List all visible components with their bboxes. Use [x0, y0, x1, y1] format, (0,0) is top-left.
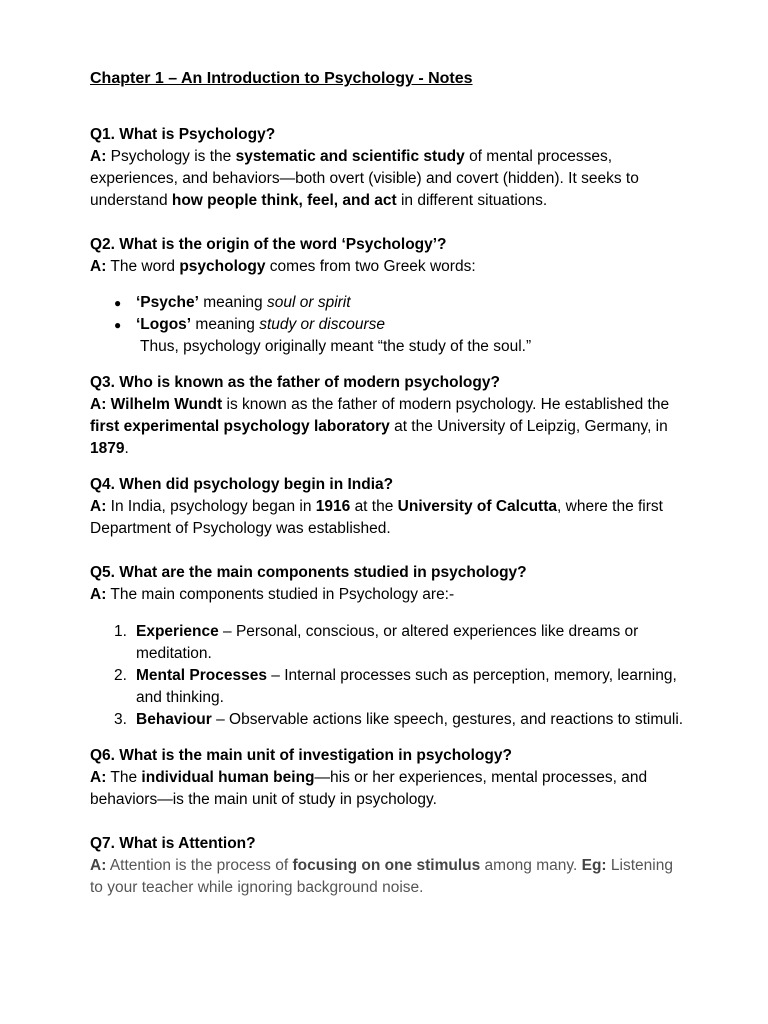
answer-bold-text: 1879 — [90, 440, 125, 457]
question-4: Q4. When did psychology begin in India? — [90, 476, 394, 493]
origin-summary: Thus, psychology originally meant “the study of the soul.” — [140, 338, 532, 355]
answer-label: A: — [90, 769, 107, 786]
question-6: Q6. What is the main unit of investigation in psychology? — [90, 747, 512, 764]
list-item — [114, 665, 690, 709]
list-term: Mental Processes — [136, 667, 267, 684]
answer-text: at the — [354, 498, 394, 515]
list-number: 2. — [114, 667, 127, 684]
answer-bold-text: 1916 — [315, 498, 351, 515]
answer-text: The — [110, 769, 138, 786]
answer-bold-text: Eg: — [581, 857, 607, 874]
list-description: – Internal processes such as perception, memory, learning, and thinking. — [136, 667, 677, 706]
answer-text: Listening to your teacher while ignoring background noise. — [90, 857, 673, 896]
answer-7 — [90, 855, 690, 899]
qa-block-6 — [90, 745, 690, 811]
list-item — [114, 314, 690, 336]
answer-text: , where the first Department of Psychology was established. — [90, 498, 663, 537]
answer-6 — [90, 767, 690, 811]
answer-text: among many. — [484, 857, 578, 874]
page-title: Chapter 1 – An Introduction to Psychology - Notes — [90, 70, 473, 87]
answer-text: at the University of Leipzig, Germany, in — [394, 418, 668, 435]
list-description: – Observable actions like speech, gestures, and reactions to stimuli. — [216, 711, 684, 728]
answer-label: A: — [90, 258, 107, 275]
answer-bold-text: individual human being — [141, 769, 315, 786]
answer-text: Psychology is the — [110, 148, 232, 165]
answer-text: is known as the father of modern psychology. He established the — [226, 396, 670, 413]
answer-4 — [90, 496, 690, 540]
bullet-meaning: soul or spirit — [267, 294, 351, 311]
document-page — [90, 68, 690, 911]
answer-bold-text: first experimental psychology laboratory — [90, 418, 390, 435]
bullet-text: meaning — [203, 294, 263, 311]
answer-label: A: — [90, 148, 107, 165]
answer-bold-text: psychology — [179, 258, 266, 275]
answer-bold-text: how people think, feel, and act — [171, 192, 397, 209]
answer-bold-text: University of Calcutta — [397, 498, 558, 515]
answer-2 — [90, 256, 690, 278]
answer-label: A: — [90, 857, 107, 874]
qa-block-3 — [90, 372, 690, 460]
answer-label: A: — [90, 586, 107, 603]
qa-block-7 — [90, 833, 690, 899]
question-1: Q1. What is Psychology? — [90, 126, 276, 143]
answer-text: . — [124, 440, 129, 457]
answer-bold-text: focusing on one stimulus — [292, 857, 481, 874]
qa-block-5 — [90, 562, 690, 731]
question-7: Q7. What is Attention? — [90, 835, 256, 852]
answer-label: A: — [90, 498, 107, 515]
answer-text: of mental processes, experiences, and behaviors—both overt (visible) and covert (hidden). It seeks to understand — [90, 148, 639, 209]
answer-text: The word — [110, 258, 176, 275]
qa-block-4 — [90, 474, 690, 540]
qa-block-2 — [90, 234, 690, 358]
answer-text: comes from two Greek words: — [269, 258, 476, 275]
list-number: 3. — [114, 711, 127, 728]
bullet-term: ‘Psyche’ — [136, 294, 199, 311]
answer-text: Attention is the process of — [109, 857, 289, 874]
list-item — [114, 292, 690, 314]
list-number: 1. — [114, 623, 127, 640]
qa-block-1 — [90, 124, 690, 212]
bullet-meaning: study or discourse — [259, 316, 385, 333]
answer-bold-text: Wilhelm Wundt — [110, 396, 223, 413]
list-term: Experience — [136, 623, 219, 640]
answer-bold-text: systematic and scientific study — [235, 148, 465, 165]
list-description: – Personal, conscious, or altered experiences like dreams or meditation. — [136, 623, 639, 662]
list-item — [114, 621, 690, 665]
question-3: Q3. Who is known as the father of modern psychology? — [90, 374, 500, 391]
list-term: Behaviour — [136, 711, 212, 728]
answer-1 — [90, 146, 690, 212]
answer-text: In India, psychology began in — [110, 498, 312, 515]
answer-5 — [90, 584, 690, 606]
question-2: Q2. What is the origin of the word ‘Psychology’? — [90, 236, 447, 253]
list-item — [114, 709, 690, 731]
answer-text: —his or her experiences, mental processes, and behaviors—is the main unit of study in psychology. — [90, 769, 648, 808]
bullet-text: meaning — [195, 316, 255, 333]
answer-3 — [90, 394, 690, 460]
answer-text: in different situations. — [400, 192, 548, 209]
origin-bullet-list — [90, 292, 690, 336]
question-5: Q5. What are the main components studied in psychology? — [90, 564, 527, 581]
answer-label: A: — [90, 396, 107, 413]
answer-text: The main components studied in Psychology are:- — [110, 586, 455, 603]
bullet-term: ‘Logos’ — [136, 316, 192, 333]
components-numbered-list — [90, 621, 690, 731]
